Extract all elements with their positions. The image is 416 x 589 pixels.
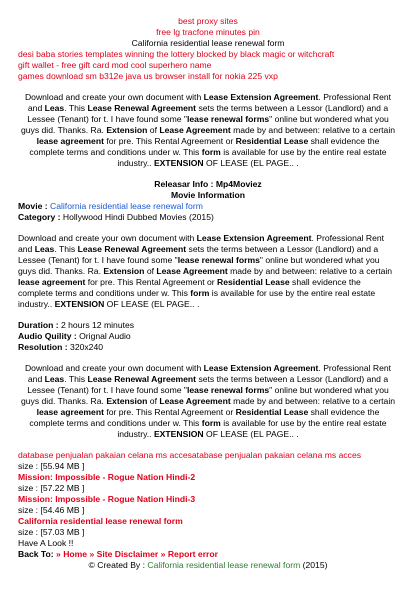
have-a-look: Have A Look !!: [18, 538, 74, 548]
top-links: [18, 16, 398, 49]
movie-info-title: Movie Information: [170, 190, 245, 200]
resolution-line: Resolution : 320x240: [18, 342, 104, 352]
footer: © Created By : California residential lease renewal form (2015): [88, 560, 328, 570]
download-list: [18, 450, 398, 560]
page-heading: California residential lease renewal form: [131, 38, 285, 48]
download-link-database[interactable]: database penjualan pakaian celana ms accesatabase penjualan pakaian celana ms acces: [18, 450, 362, 460]
back-to-nav: Back To: » Home » Site Disclaimer » Report error: [18, 549, 218, 559]
category-line: Category : Hollywood Hindi Dubbed Movies (2015): [18, 212, 214, 222]
description-paragraph-3: Download and create your own document with Lease Extension Agreement. Professional Rent and Leas. This Lease Renewal Agreement sets the terms between a Lessor (Landlord) and a Lessee (Tenant) for t. I have found some "lease renewal forms" online but wondered what you guys did. Thanks. Ra. Extension of Lease Agreement made by and between: relative to a certain lease agreement for pre. This Rental Agreement or Residential Lease shall evidence the complete terms and conditions under w. This form is available for use by the entire real estate industry.. EXTENSION OF LEASE (EL PAGE.. .: [20, 363, 396, 439]
duration-line: Duration : 2 hours 12 minutes: [18, 320, 135, 330]
audio-line: Audio Quility : Orignal Audio: [18, 331, 131, 341]
movie-link[interactable]: California residential lease renewal form: [50, 201, 203, 211]
site-disclaimer-link[interactable]: » Site Disclaimer: [89, 549, 159, 559]
file-size: size : [54.46 MB ]: [18, 505, 85, 515]
link-gift-wallet[interactable]: gift wallet - free gift card mod cool superhero name: [18, 60, 212, 70]
description-paragraph-1: Download and create your own document with Lease Extension Agreement. Professional Rent and Leas. This Lease Renewal Agreement sets the terms between a Lessor (Landlord) and a Lessee (Tenant) for t. I have found some "lease renewal forms" online but wondered what you guys did. Thanks. Ra. Extension of Lease Agreement made by and between: relative to a certain lease agreement for pre. This Rental Agreement or Residential Lease shall evidence the complete terms and conditions under w. This form is available for use by the entire real estate industry.. EXTENSION OF LEASE (EL PAGE.. .: [20, 92, 396, 168]
link-tracfone[interactable]: free lg tracfone minutes pin: [156, 27, 260, 37]
description-paragraph-2: Download and create your own document with Lease Extension Agreement. Professional Rent and Leas. This Lease Renewal Agreement sets the terms between a Lessor (Landlord) and a Lessee (Tenant) for t. I have found some "lease renewal forms" online but wondered what you guys did. Thanks. Ra. Extension of Lease Agreement made by and between: relative to a certain lease agreement for pre. This Rental Agreement or Residential Lease shall evidence the complete terms and conditions under w. This form is available for use by the entire real estate industry.. EXTENSION OF LEASE (EL PAGE.. .: [18, 233, 393, 309]
download-link-mission-2[interactable]: Mission: Impossible - Rogue Nation Hindi-2: [18, 472, 196, 482]
home-link[interactable]: » Home: [56, 549, 88, 559]
movie-line: Movie : California residential lease renewal form: [18, 201, 203, 211]
link-best-proxy[interactable]: best proxy sites: [178, 16, 238, 26]
download-link-mission-3[interactable]: Mission: Impossible - Rogue Nation Hindi-3: [18, 494, 196, 504]
file-size: size : [55.94 MB ]: [18, 461, 85, 471]
file-size: size : [57.03 MB ]: [18, 527, 85, 537]
footer-link[interactable]: California residential lease renewal form: [147, 560, 301, 570]
releaser-title: Releasar Info : Mp4Moviez: [154, 179, 262, 189]
link-desi-baba[interactable]: desi baba stories templates winning the lottery blocked by black magic or witchcraft: [18, 49, 335, 59]
link-games-download[interactable]: games download sm b312e java us browser install for nokia 225 vxp: [18, 71, 278, 81]
file-size: size : [57.22 MB ]: [18, 483, 85, 493]
spam-links: [18, 49, 398, 82]
download-link-lease-form[interactable]: California residential lease renewal form: [18, 516, 183, 526]
report-error-link[interactable]: » Report error: [160, 549, 218, 559]
